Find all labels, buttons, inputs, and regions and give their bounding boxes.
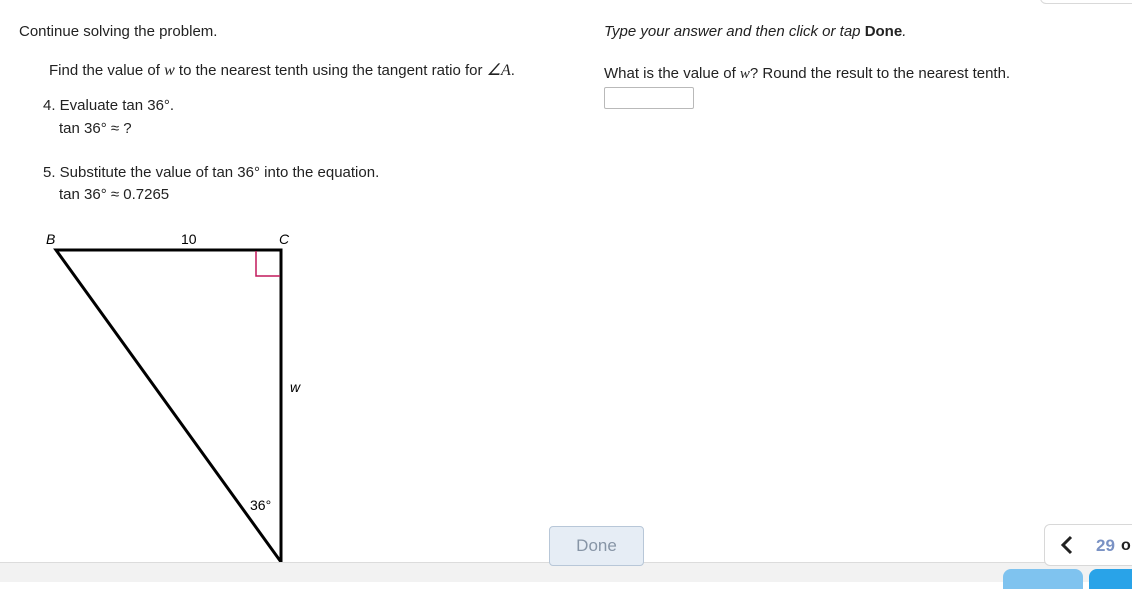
find-end: . xyxy=(510,62,515,79)
side-label-bc: 10 xyxy=(181,231,197,247)
chevron-left-icon[interactable] xyxy=(1059,535,1075,555)
page-number: 29 xyxy=(1096,536,1115,555)
find-mid: to the nearest tenth using the tangent ratio for xyxy=(174,62,487,79)
triangle-diagram xyxy=(36,224,326,569)
step-4-detail: tan 36° ≈ ? xyxy=(59,120,132,137)
vertex-label-c: C xyxy=(279,231,290,247)
step-5: 5. Substitute the value of tan 36° into the equation. xyxy=(43,164,380,181)
problem-statement xyxy=(49,60,515,80)
question-variable: w xyxy=(739,66,750,82)
angle-label-a: 36° xyxy=(250,497,272,513)
page-of-label: o xyxy=(1121,537,1131,554)
instr-done: Done xyxy=(864,23,903,40)
footer-button-left[interactable] xyxy=(1003,569,1083,589)
triangle-shape xyxy=(56,250,281,562)
question-pre: What is the value of xyxy=(604,65,740,82)
instr-end: . xyxy=(902,23,907,40)
intro-text: Continue solving the problem. xyxy=(19,23,218,40)
top-toolbar-corner xyxy=(1040,0,1132,4)
answer-input[interactable] xyxy=(604,87,694,109)
question-end: ? Round the result to the nearest tenth. xyxy=(749,65,1011,82)
page-navigator xyxy=(1044,524,1132,566)
right-angle-marker xyxy=(256,251,280,276)
question-text xyxy=(604,65,1010,83)
instructions xyxy=(604,23,906,40)
find-angle: ∠A xyxy=(486,62,511,79)
instr-pre: Type your answer and then click or tap xyxy=(604,23,865,40)
find-pre: Find the value of xyxy=(49,62,165,79)
step-4: 4. Evaluate tan 36°. xyxy=(43,97,175,114)
step-5-detail: tan 36° ≈ 0.7265 xyxy=(59,186,170,203)
side-label-w: w xyxy=(290,379,301,395)
done-button[interactable]: Done xyxy=(549,526,644,566)
vertex-label-b: B xyxy=(46,231,56,247)
footer-button-right[interactable] xyxy=(1089,569,1132,589)
find-variable: w xyxy=(164,62,175,79)
